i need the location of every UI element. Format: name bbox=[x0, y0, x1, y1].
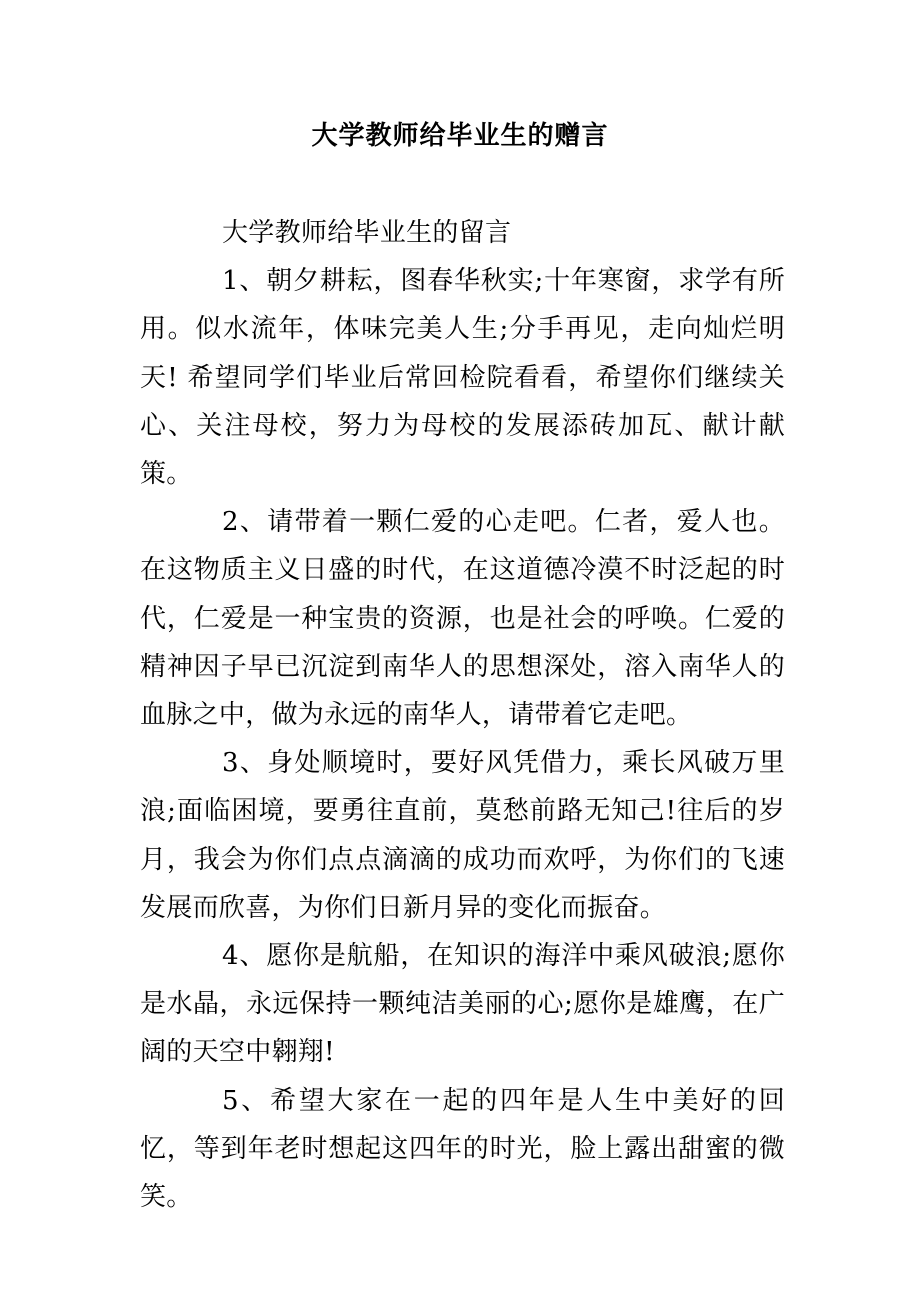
paragraph-3: 3、身处顺境时，要好风凭借力，乘长风破万里浪;面临困境，要勇往直前，莫愁前路无知己!往后的岁月，我会为你们点点滴滴的成功而欢呼，为你们的飞速发展而欣喜，为你们日新月异的变化而振奋。 bbox=[140, 748, 785, 923]
paragraph-2: 2、请带着一颗仁爱的心走吧。仁者，爱人也。在这物质主义日盛的时代，在这道德冷漠不时泛起的时代，仁爱是一种宝贵的资源，也是社会的呼唤。仁爱的精神因子早已沉淀到南华人的思想深处，溶入南华人的血脉之中，做为永远的南华人，请带着它走吧。 bbox=[140, 507, 785, 731]
document-title: 大学教师给毕业生的赠言 bbox=[311, 121, 609, 151]
paragraph-1: 1、朝夕耕耘，图春华秋实;十年寒窗，求学有所用。似水流年，体味完美人生;分手再见，走向灿烂明天! 希望同学们毕业后常回检院看看，希望你们继续关心、关注母校，努力为母校的发展添砖加瓦、献计献策。 bbox=[140, 266, 785, 490]
paragraph-subtitle: 大学教师给毕业生的留言 bbox=[222, 218, 512, 248]
paragraph-4: 4、愿你是航船，在知识的海洋中乘风破浪;愿你是水晶，永远保持一颗纯洁美丽的心;愿你是雄鹰，在广阔的天空中翱翔! bbox=[140, 941, 785, 1068]
paragraph-5: 5、希望大家在一起的四年是人生中美好的回忆，等到年老时想起这四年的时光，脸上露出甜蜜的微笑。 bbox=[140, 1085, 785, 1213]
document-body bbox=[140, 209, 785, 1221]
